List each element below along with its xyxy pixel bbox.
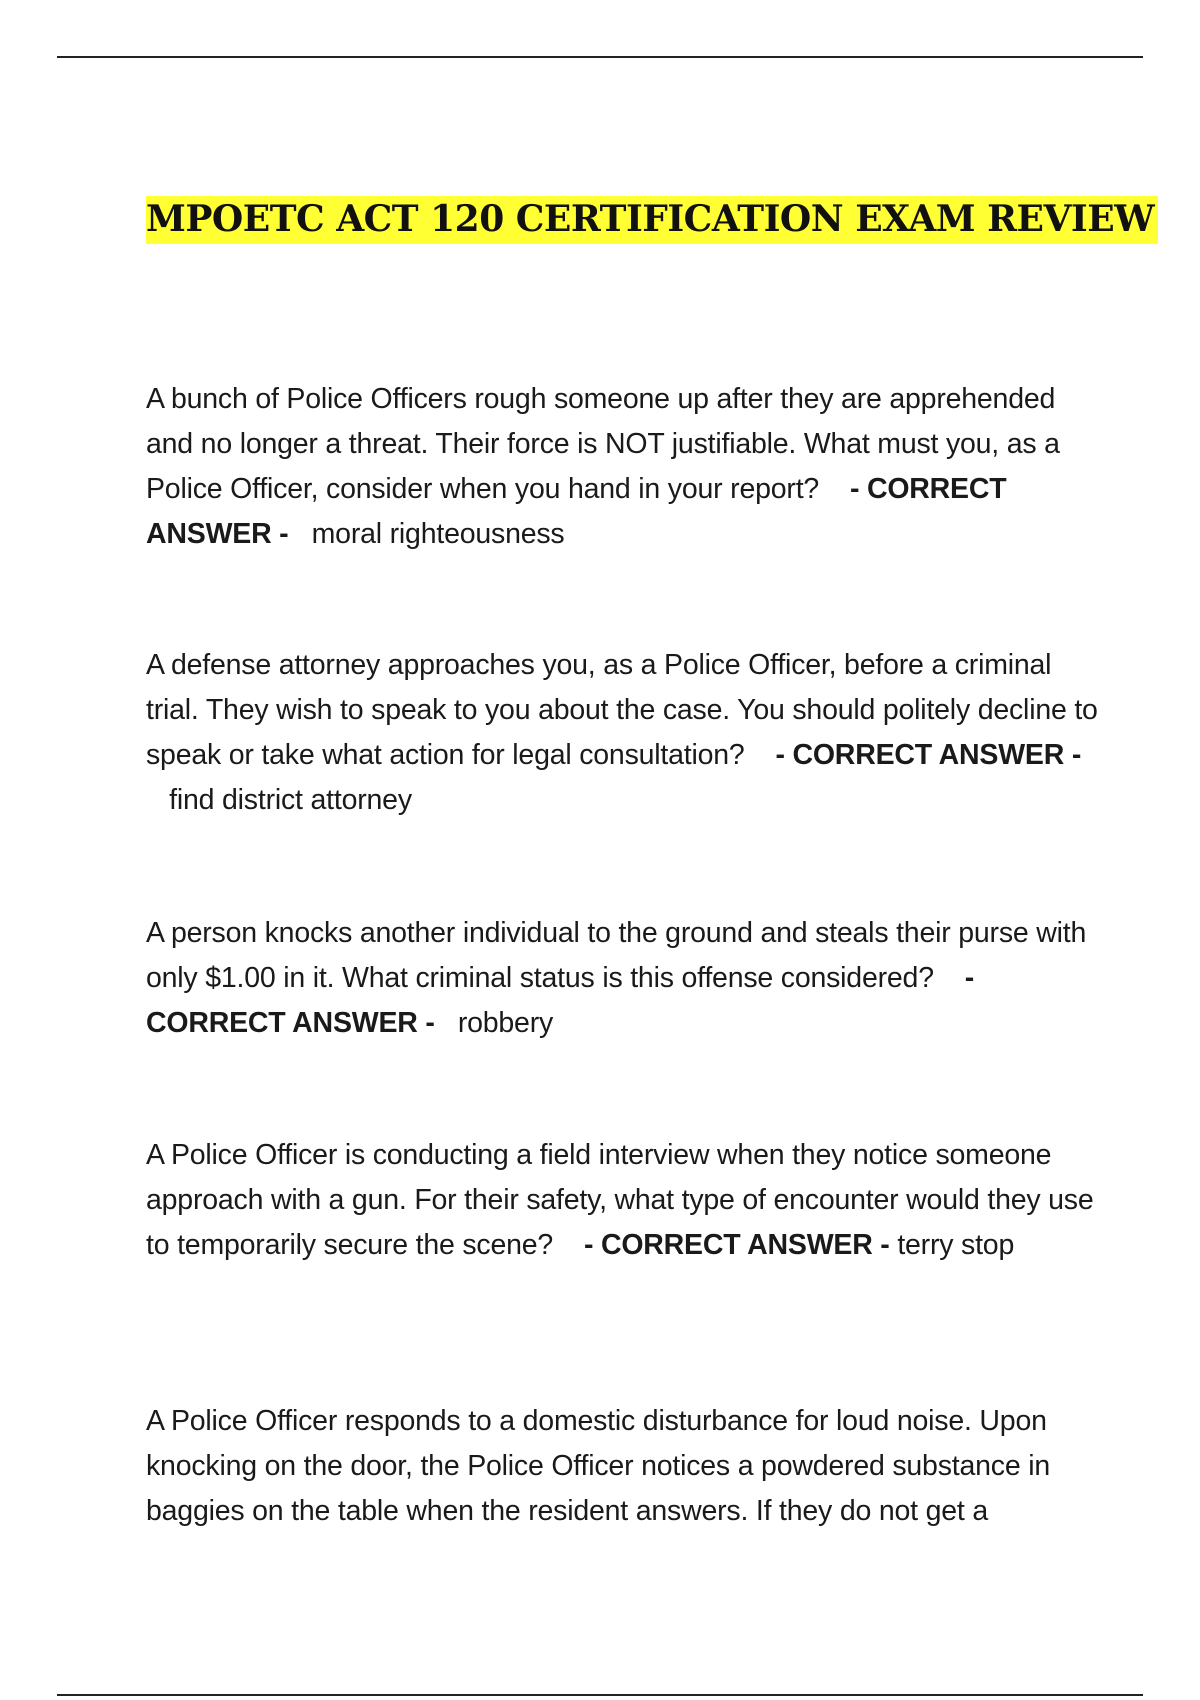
correct-answer-label: - CORRECT ANSWER - — [146, 473, 1007, 550]
question-text: A bunch of Police Officers rough someone up after they are apprehended and no longer a threat. Their force is NOT justifiable. What must you, as a Police Officer, consider when you hand in your report? — [146, 383, 1060, 505]
qa-item — [146, 643, 1106, 823]
answer-text: moral righteousness — [311, 518, 565, 550]
qa-item — [146, 377, 1106, 557]
correct-answer-label: - CORRECT ANSWER - — [775, 739, 1082, 771]
question-text: A Police Officer responds to a domestic disturbance for loud noise. Upon knocking on the door, the Police Officer notices a powdered substance in baggies on the table when the resident answers. If they do not get a — [146, 1405, 1050, 1527]
question-text: A Police Officer is conducting a field interview when they notice someone approach with a gun. For their safety, what type of encounter would they use to temporarily secure the scene? — [146, 1139, 1094, 1261]
footer-rule — [57, 1694, 1143, 1696]
answer-text: robbery — [457, 1007, 554, 1039]
answer-text: find district attorney — [169, 784, 412, 816]
question-text: A defense attorney approaches you, as a Police Officer, before a criminal trial. They wish to speak to you about the case. You should politely decline to speak or take what action for legal consultation? — [146, 649, 1098, 771]
qa-item — [146, 911, 1106, 1046]
qa-item — [146, 1399, 1106, 1534]
qa-item — [146, 1133, 1106, 1268]
correct-answer-label: - CORRECT ANSWER - — [583, 1229, 890, 1261]
question-text: A person knocks another individual to the ground and steals their purse with only $1.00 in it. What criminal status is this offense considered? — [146, 917, 1087, 994]
answer-text: terry stop — [897, 1229, 1015, 1261]
document-title: MPOETC ACT 120 CERTIFICATION EXAM REVIEW — [146, 196, 1158, 244]
header-rule — [57, 56, 1143, 58]
correct-answer-label: - CORRECT ANSWER - — [146, 962, 975, 1039]
